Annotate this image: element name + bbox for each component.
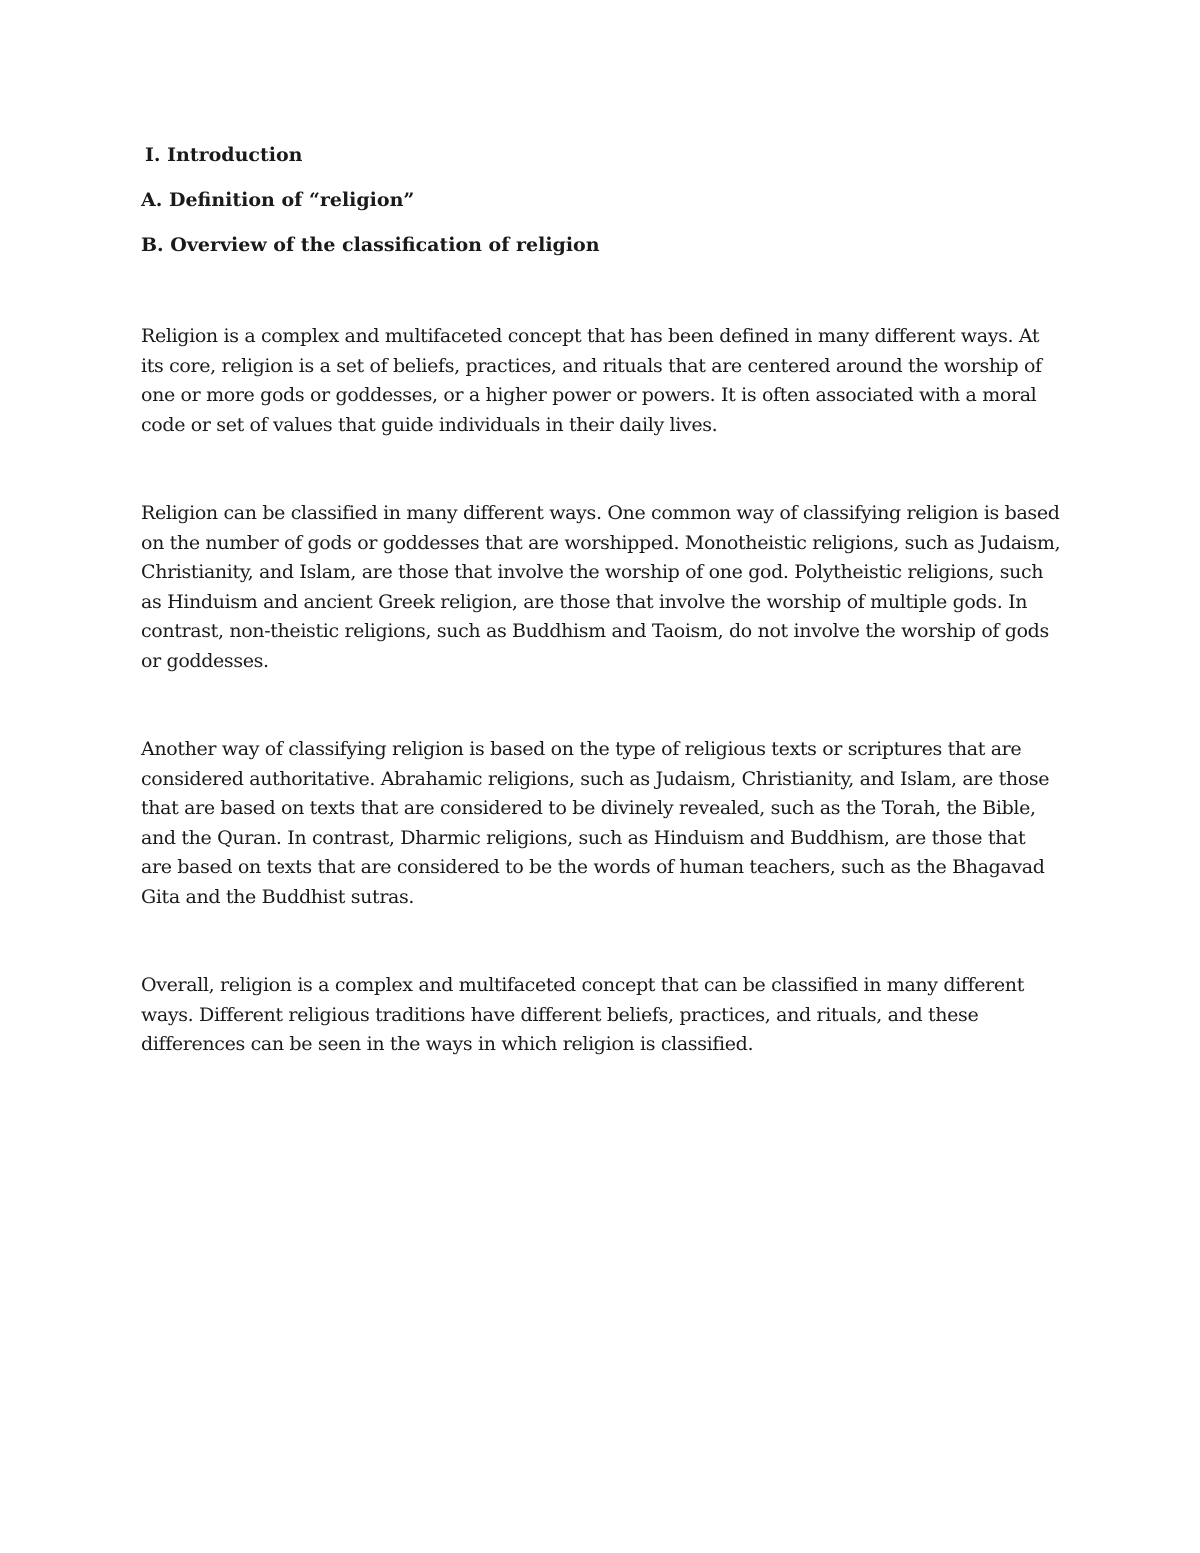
paragraph-conclusion: Overall, religion is a complex and multifaceted concept that can be classified in many different ways. Different religious traditions have different beliefs, practices, and rituals, and these differences can be seen in the ways in which religion is classified. bbox=[141, 974, 1024, 1055]
spacer bbox=[141, 676, 1061, 735]
paragraph-definition: Religion is a complex and multifaceted concept that has been defined in many different ways. At its core, religion is a set of beliefs, practices, and rituals that are centered around the worship of one or more gods or goddesses, or a higher power or powers. It is often associated with a moral code or set of values that guide individuals in their daily lives. bbox=[141, 325, 1042, 436]
document-body bbox=[141, 140, 1061, 1060]
heading-classification-overview: B. Overview of the classification of religion bbox=[141, 234, 600, 256]
heading-introduction: I. Introduction bbox=[145, 144, 303, 166]
spacer bbox=[141, 440, 1061, 499]
paragraph-number-of-gods: Religion can be classified in many different ways. One common way of classifying religion is based on the number of gods or goddesses that are worshipped. Monotheistic religions, such as Judaism, Christianity, and Islam, are those that involve the worship of one god. Polytheistic religions, such as Hinduism and ancient Greek religion, are those that involve the worship of multiple gods. In contrast, non-theistic religions, such as Buddhism and Taoism, do not involve the worship of gods or goddesses. bbox=[141, 502, 1061, 672]
heading-definition-of-religion: A. Definition of “religion” bbox=[141, 189, 415, 211]
spacer bbox=[141, 912, 1061, 971]
spacer bbox=[141, 275, 1061, 322]
paragraph-religious-texts: Another way of classifying religion is based on the type of religious texts or scriptures that are considered authoritative. Abrahamic religions, such as Judaism, Christianity, and Islam, are those that are based on texts that are considered to be divinely revealed, such as the Torah, the Bible, and the Quran. In contrast, Dharmic religions, such as Hinduism and Buddhism, are those that are based on texts that are considered to be the words of human teachers, such as the Bhagavad Gita and the Buddhist sutras. bbox=[141, 738, 1050, 908]
